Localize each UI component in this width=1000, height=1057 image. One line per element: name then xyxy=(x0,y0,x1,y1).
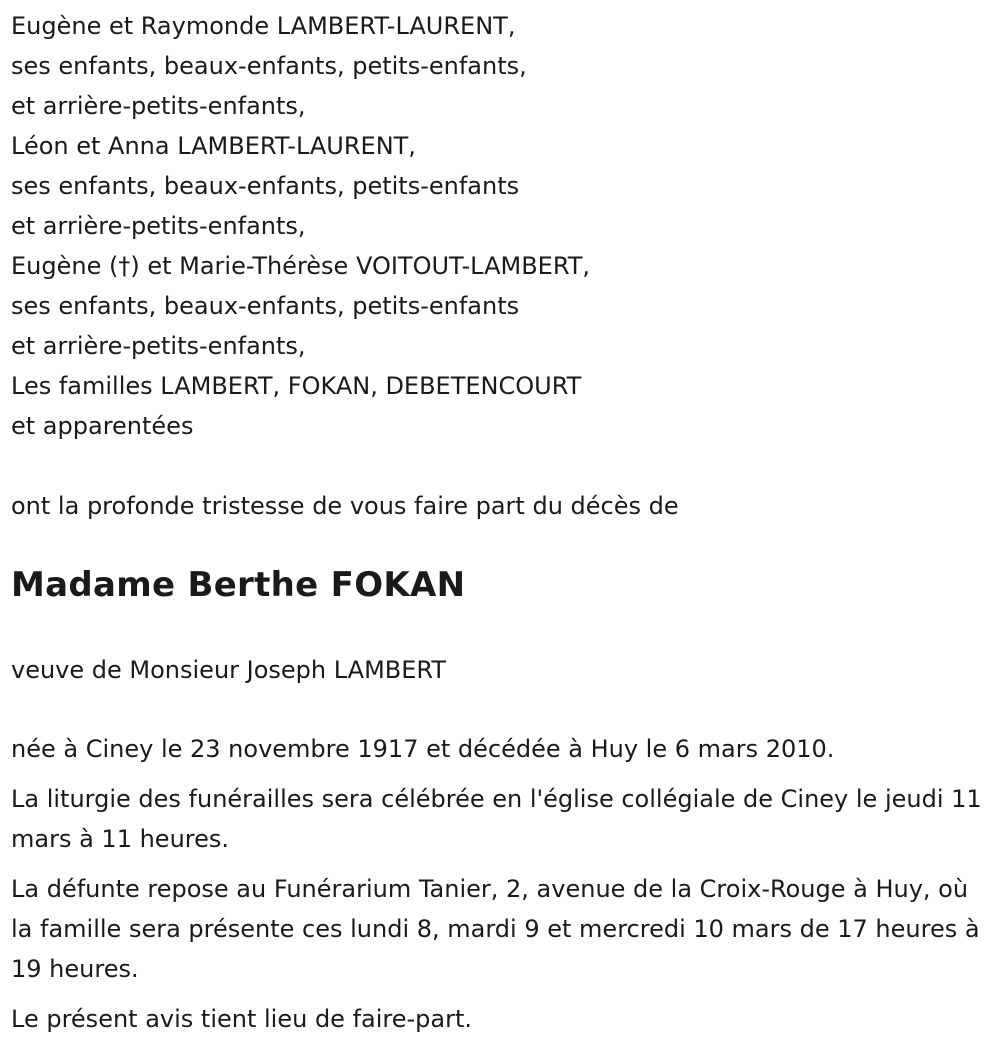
family-line: et arrière-petits-enfants, xyxy=(11,332,306,360)
family-line: ses enfants, beaux-enfants, petits-enfants xyxy=(11,172,520,200)
birth-death-paragraph: née à Ciney le 23 novembre 1917 et décédée à Huy le 6 mars 2010. xyxy=(11,735,835,763)
deceased-name: Madame Berthe FOKAN xyxy=(11,565,466,605)
family-line: Eugène et Raymonde LAMBERT-LAURENT, xyxy=(11,12,516,40)
liturgy-paragraph: La liturgie des funérailles sera célébrée en l'église collégiale de Ciney le jeudi 11 mars à 11 heures. xyxy=(11,785,982,853)
family-line: ses enfants, beaux-enfants, petits-enfants xyxy=(11,292,520,320)
notice-paragraph: Le présent avis tient lieu de faire-part. xyxy=(11,1005,473,1033)
family-line: et apparentées xyxy=(11,412,194,440)
family-line: et arrière-petits-enfants, xyxy=(11,92,306,120)
family-line: Eugène (†) et Marie-Thérèse VOITOUT-LAMBERT, xyxy=(11,252,591,280)
family-line: Les familles LAMBERT, FOKAN, DEBETENCOURT xyxy=(11,372,582,400)
family-line: ses enfants, beaux-enfants, petits-enfants, xyxy=(11,52,527,80)
family-line: Léon et Anna LAMBERT-LAURENT, xyxy=(11,132,416,160)
widow-of-line: veuve de Monsieur Joseph LAMBERT xyxy=(11,656,447,684)
death-notice xyxy=(11,6,991,1039)
family-line: et arrière-petits-enfants, xyxy=(11,212,306,240)
repose-paragraph: La défunte repose au Funérarium Tanier, 2, avenue de la Croix-Rouge à Huy, où la famille sera présente ces lundi 8, mardi 9 et mercredi 10 mars de 17 heures à 19 heures. xyxy=(11,875,980,983)
family-list xyxy=(11,6,991,446)
announcement-intro: ont la profonde tristesse de vous faire part du décès de xyxy=(11,492,679,520)
